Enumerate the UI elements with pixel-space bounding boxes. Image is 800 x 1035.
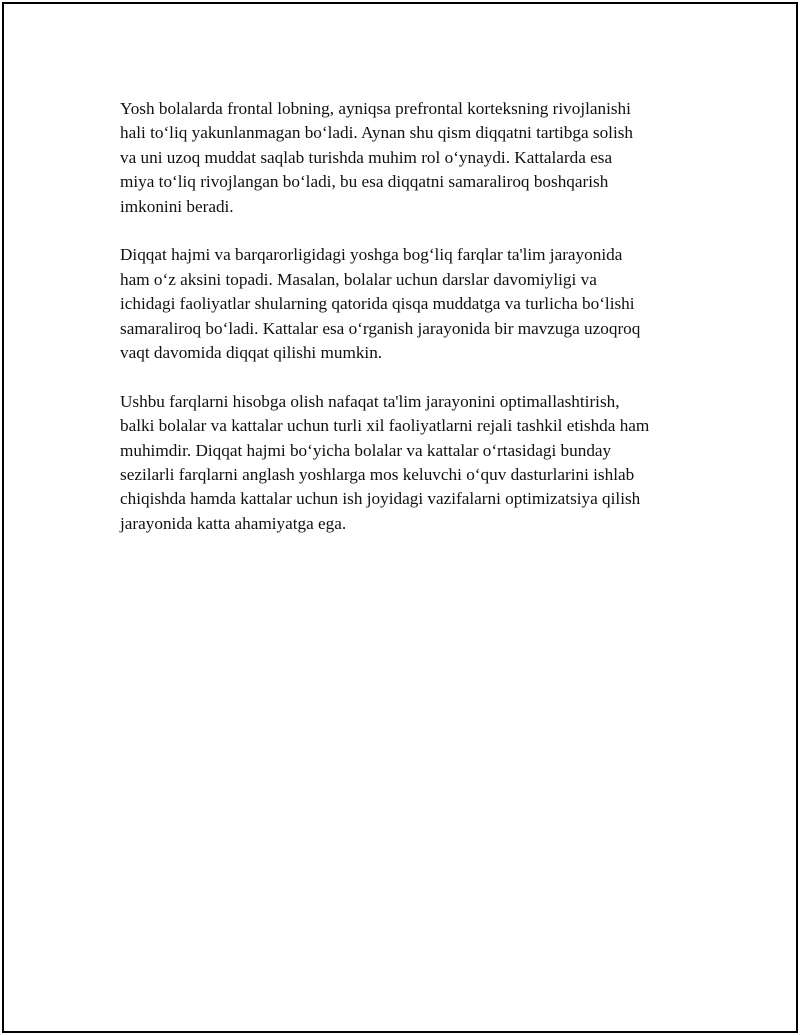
paragraph-1: Yosh bolalarda frontal lobning, ayniqsa prefrontal korteksning rivojlanishi hali to‘liq yakunlanmagan bo‘ladi. Aynan shu qism diqqatni tartibga solish va uni uzoq muddat saqlab turishda muhim rol o‘ynaydi. Kattalarda esa miya to‘liq rivojlangan bo‘ladi, bu esa diqqatni samaraliroq boshqarish imkonini beradi. — [120, 99, 634, 216]
paragraph-3: Ushbu farqlarni hisobga olish nafaqat ta'lim jarayonini optimallashtirish, balki bolalar va kattalar uchun turli xil faoliyatlarni rejali tashkil etishda ham muhimdir. Diqqat hajmi bo‘yicha bolalar va kattalar o‘rtasidagi bunday sezilarli farqlarni anglash yoshlarga mos keluvchi o‘quv dasturlarini ishlab chiqishda hamda kattalar uchun ish joyidagi vazifalarni optimizatsiya qilish jarayonida katta ahamiyatga ega. — [120, 391, 650, 533]
document-page — [2, 2, 798, 1033]
document-body — [120, 97, 700, 561]
paragraph-2: Diqqat hajmi va barqarorligidagi yoshga bog‘liq farqlar ta'lim jarayonida ham o‘z aksini topadi. Masalan, bolalar uchun darslar davomiyligi va ichidagi faoliyatlar shularning qatorida qisqa muddatga va turlicha bo‘lishi samaraliroq bo‘ladi. Kattalar esa o‘rganish jarayonida bir mavzuga uzoqroq vaqt davomida diqqat qilishi mumkin. — [120, 245, 641, 363]
